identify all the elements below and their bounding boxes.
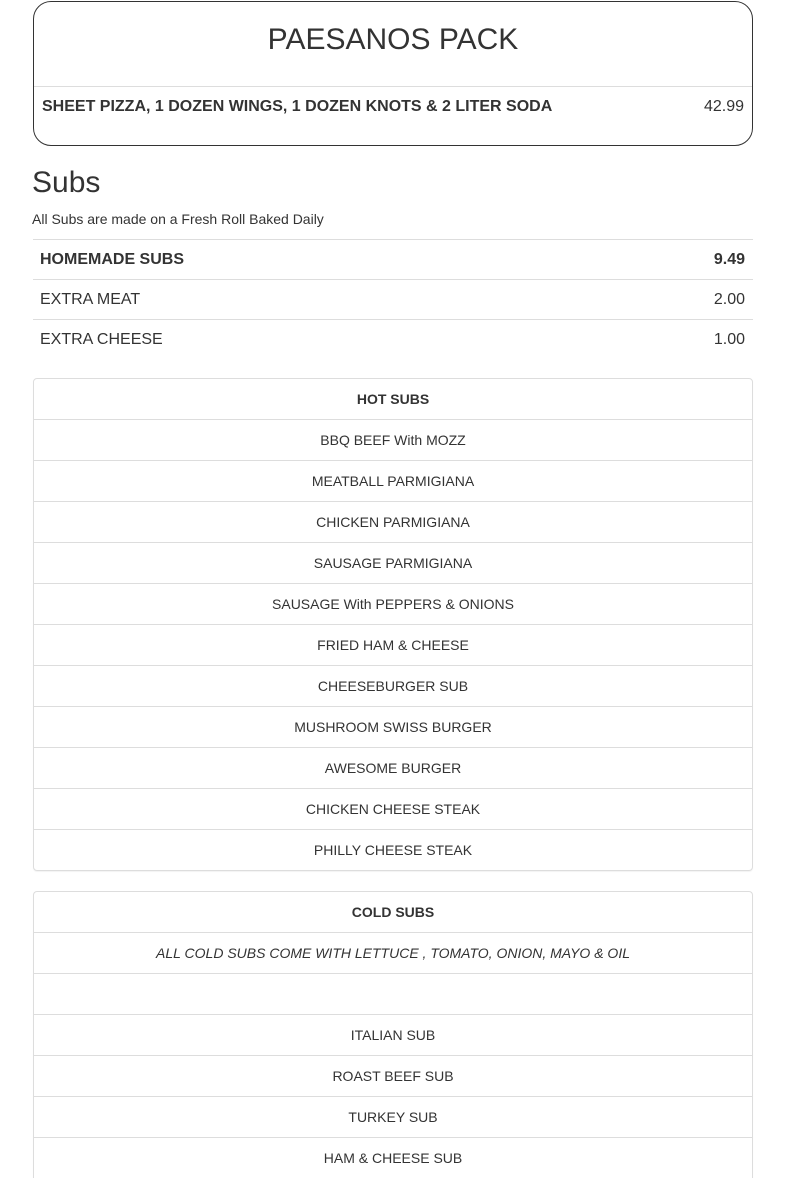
- pack-divider: [34, 86, 752, 87]
- list-item: CHEESEBURGER SUB: [34, 666, 752, 707]
- price-row-name: EXTRA CHEESE: [40, 331, 163, 348]
- list-item: BBQ BEEF With MOZZ: [34, 420, 752, 461]
- list-item: SAUSAGE PARMIGIANA: [34, 543, 752, 584]
- subs-price-table: [33, 239, 753, 360]
- price-row-name: HOMEMADE SUBS: [40, 251, 185, 268]
- list-item: AWESOME BURGER: [34, 748, 752, 789]
- price-row-price: 9.49: [713, 251, 745, 268]
- price-row: [33, 280, 753, 320]
- subs-description: All Subs are made on a Fresh Roll Baked Daily: [32, 211, 324, 227]
- hot-subs-header: HOT SUBS: [34, 379, 752, 420]
- list-item: HAM & CHEESE SUB: [323, 1150, 463, 1166]
- price-row-price: 1.00: [713, 331, 745, 348]
- cold-subs-panel: [33, 891, 753, 1178]
- list-item: ROAST BEEF SUB: [34, 1056, 752, 1097]
- list-item: SAUSAGE With PEPPERS & ONIONS: [34, 584, 752, 625]
- cold-subs-note: ALL COLD SUBS COME WITH LETTUCE , TOMATO, ONION, MAYO & OIL: [34, 933, 752, 974]
- list-item: ITALIAN SUB: [34, 1015, 752, 1056]
- list-item: MUSHROOM SWISS BURGER: [34, 707, 752, 748]
- blank-row: [34, 974, 752, 1015]
- list-item: PHILLY CHEESE STEAK: [313, 842, 473, 858]
- price-row-price: 2.00: [713, 291, 745, 308]
- paesanos-pack-card: [33, 1, 753, 146]
- list-item: MEATBALL PARMIGIANA: [34, 461, 752, 502]
- list-item: CHICKEN CHEESE STEAK: [34, 789, 752, 830]
- list-item: TURKEY SUB: [34, 1097, 752, 1138]
- pack-item-price: 42.99: [703, 98, 744, 115]
- hot-subs-panel: [33, 378, 753, 871]
- subs-heading: Subs: [32, 166, 101, 199]
- pack-title: PAESANOS PACK: [267, 23, 519, 56]
- pack-item-name: SHEET PIZZA, 1 DOZEN WINGS, 1 DOZEN KNOTS & 2 LITER SODA: [42, 98, 553, 115]
- list-item: CHICKEN PARMIGIANA: [34, 502, 752, 543]
- cold-subs-header: COLD SUBS: [34, 892, 752, 933]
- list-item: FRIED HAM & CHEESE: [34, 625, 752, 666]
- price-row: [33, 320, 753, 360]
- price-row: [33, 240, 753, 280]
- price-row-name: EXTRA MEAT: [40, 291, 141, 308]
